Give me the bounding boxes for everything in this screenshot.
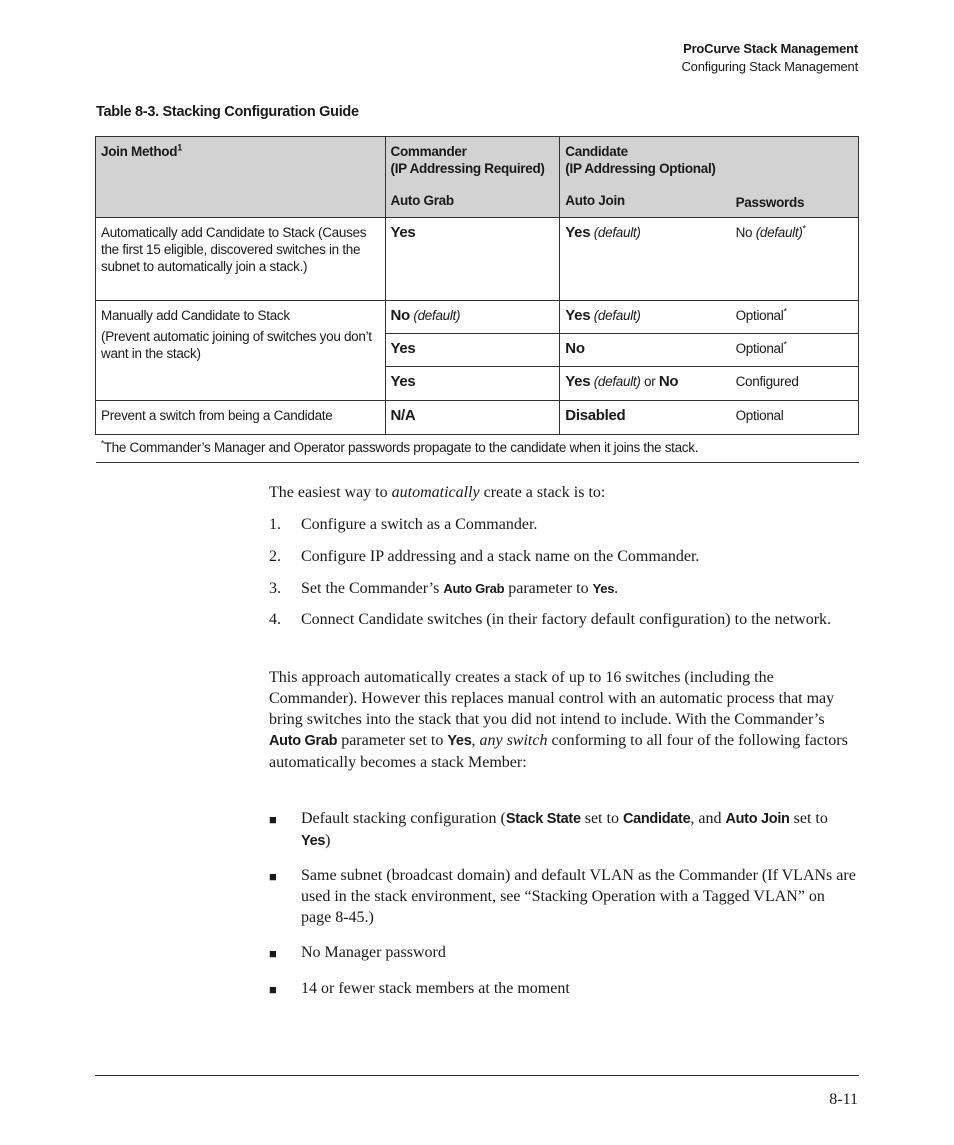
step-text: Set the Commander’s Auto Grab parameter to Yes. bbox=[301, 580, 619, 597]
header-auto-grab: Auto Grab bbox=[390, 193, 454, 208]
intro-text: The easiest way to automatically create a stack is to: bbox=[269, 484, 606, 501]
auto-join-cell: No bbox=[560, 334, 731, 367]
table-footnote-row bbox=[96, 435, 859, 463]
method-subtext: (Prevent automatic joining of switches you don’t want in the stack) bbox=[101, 329, 372, 361]
auto-join-cell: Yes (default) or No bbox=[560, 367, 731, 401]
step-text: Configure IP addressing and a stack name on the Commander. bbox=[301, 548, 700, 565]
method-cell: Automatically add Candidate to Stack (Causes the first 15 eligible, discovered switches in the subnet to automatically join a stack.) bbox=[96, 218, 386, 301]
table-caption: Table 8-3. Stacking Configuration Guide bbox=[96, 104, 359, 120]
auto-grab-cell: Yes bbox=[385, 218, 560, 301]
table-row bbox=[96, 218, 859, 301]
step-number: 2. bbox=[269, 548, 281, 565]
auto-grab-cell: N/A bbox=[385, 401, 560, 435]
bullet-text: No Manager password bbox=[301, 944, 446, 961]
auto-join-cell: Yes (default) bbox=[560, 301, 731, 334]
bullet-text: Same subnet (broadcast domain) and default VLAN as the Commander (If VLANs are used in the stack environment, see “Stacking Operation with a Tagged VLAN” on page 8-45.) bbox=[301, 867, 856, 926]
step-number: 3. bbox=[269, 580, 281, 597]
bullet-text: Default stacking configuration (Stack State set to Candidate, and Auto Join set to Yes) bbox=[301, 810, 828, 849]
header-auto-join: Auto Join bbox=[565, 193, 625, 208]
stacking-config-table bbox=[95, 136, 859, 463]
bullet-marker: ■ bbox=[269, 812, 277, 827]
step-number: 1. bbox=[269, 516, 281, 533]
table-header-row bbox=[96, 137, 859, 218]
running-header bbox=[681, 40, 858, 76]
auto-grab-cell: Yes bbox=[385, 367, 560, 401]
method-cell: Manually add Candidate to Stack (Prevent automatic joining of switches you don’t want in the stack) bbox=[96, 301, 386, 401]
table-footnote: *The Commander’s Manager and Operator passwords propagate to the candidate when it joins the stack. bbox=[96, 435, 859, 463]
password-cell: Configured bbox=[731, 367, 859, 401]
bullet-text: 14 or fewer stack members at the moment bbox=[301, 980, 570, 997]
password-cell: Optional bbox=[731, 401, 859, 435]
footer-rule bbox=[95, 1075, 859, 1076]
step-text: Connect Candidate switches (in their factory default configuration) to the network. bbox=[301, 611, 832, 628]
password-cell: No (default)* bbox=[731, 218, 859, 301]
table-row bbox=[96, 301, 859, 334]
method-cell: Prevent a switch from being a Candidate bbox=[96, 401, 386, 435]
auto-join-cell: Yes (default) bbox=[560, 218, 731, 301]
section-title: Configuring Stack Management bbox=[681, 59, 858, 74]
step-text: Configure a switch as a Commander. bbox=[301, 516, 538, 533]
header-join-method: Join Method$^1$ bbox=[96, 137, 386, 218]
auto-join-cell: Disabled bbox=[560, 401, 731, 435]
footnote-ref: 1 bbox=[177, 142, 182, 153]
auto-grab-cell: No (default) bbox=[385, 301, 560, 334]
table-row bbox=[96, 401, 859, 435]
header-commander: Commander (IP Addressing Required) Auto Grab bbox=[385, 137, 560, 218]
step-number: 4. bbox=[269, 611, 281, 628]
password-cell: Optional* bbox=[731, 301, 859, 334]
bullet-marker: ■ bbox=[269, 869, 277, 884]
body-paragraph: This approach automatically creates a stack of up to 16 switches (including the Commander). However this replaces manual control with an automatic process that may bring switches into the stack that you did not intend to include. With the Commander’s Auto Grab parameter set to Yes, any switch conforming to all four of the following factors automatically becomes a stack Member: bbox=[269, 669, 848, 771]
auto-grab-cell: Yes bbox=[385, 334, 560, 367]
page-number: 8-11 bbox=[829, 1091, 858, 1108]
bullet-marker: ■ bbox=[269, 982, 277, 997]
password-cell: Optional* bbox=[731, 334, 859, 367]
bullet-marker: ■ bbox=[269, 946, 277, 961]
chapter-title: ProCurve Stack Management bbox=[683, 41, 858, 56]
header-candidate: Candidate (IP Addressing Optional) Auto Join bbox=[560, 137, 731, 218]
header-passwords: Passwords bbox=[731, 137, 859, 218]
